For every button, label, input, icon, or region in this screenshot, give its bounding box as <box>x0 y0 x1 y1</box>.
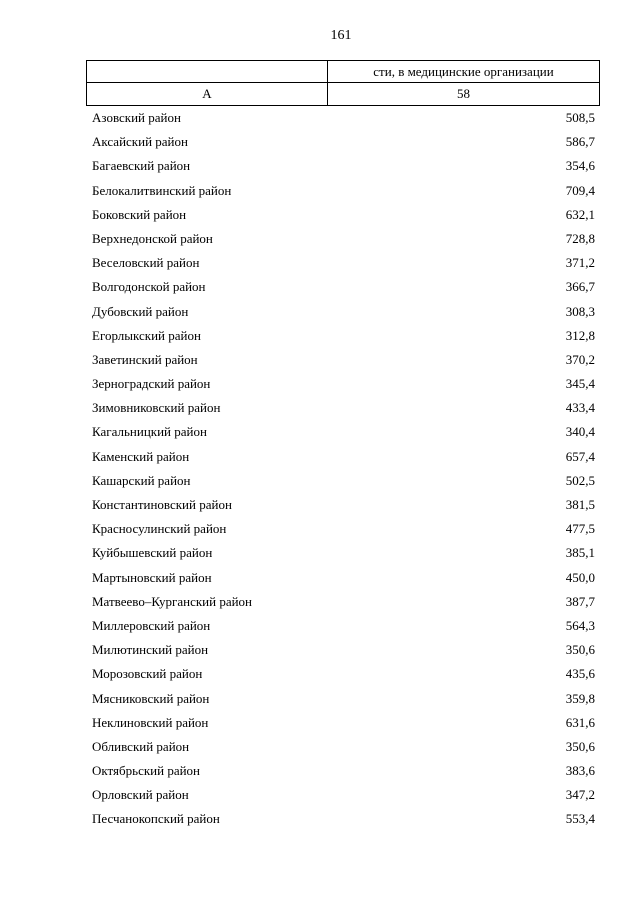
table-row <box>0 543 640 567</box>
district-value: 631,6 <box>565 714 595 730</box>
district-value: 385,1 <box>565 545 595 561</box>
district-name: Кагальницкий район <box>92 424 207 440</box>
district-value: 450,0 <box>565 569 595 585</box>
header-row-codes <box>87 83 600 106</box>
district-value: 371,2 <box>565 255 595 271</box>
district-name: Дубовский район <box>92 303 189 319</box>
table-row <box>0 689 640 713</box>
district-name: Верхнедонской район <box>92 230 213 246</box>
district-name: Зерноградский район <box>92 376 211 392</box>
district-name: Октябрьский район <box>92 763 200 779</box>
district-name: Мясниковский район <box>92 690 210 706</box>
district-value: 508,5 <box>565 110 595 125</box>
district-value: 381,5 <box>565 497 595 512</box>
district-value: 370,2 <box>565 351 595 367</box>
table-row <box>0 761 640 785</box>
district-value: 435,6 <box>565 666 595 682</box>
district-value: 657,4 <box>565 448 595 464</box>
table-row <box>0 592 640 616</box>
district-value: 350,6 <box>565 642 595 658</box>
table-row <box>0 181 640 205</box>
district-value: 586,7 <box>565 134 595 150</box>
district-name: Константиновский район <box>92 497 232 512</box>
district-value: 553,4 <box>565 811 595 827</box>
district-name: Песчанокопский район <box>92 811 220 827</box>
table-row <box>0 108 640 132</box>
table-row <box>0 398 640 422</box>
district-name: Мартыновский район <box>92 569 212 585</box>
table-row <box>0 471 640 495</box>
district-value: 312,8 <box>565 327 595 343</box>
table-row <box>0 277 640 301</box>
table-row <box>0 640 640 664</box>
district-value: 477,5 <box>565 521 595 537</box>
table-row <box>0 568 640 592</box>
table-row <box>0 374 640 398</box>
district-name: Обливский район <box>92 738 190 754</box>
district-value: 366,7 <box>565 279 595 295</box>
district-name: Веселовский район <box>92 255 200 271</box>
district-value: 354,6 <box>565 158 595 174</box>
district-value: 347,2 <box>565 787 595 803</box>
table-row <box>0 156 640 180</box>
district-name: Боковский район <box>92 206 187 222</box>
district-name: Неклиновский район <box>92 714 209 730</box>
table-row <box>0 519 640 543</box>
district-name: Миллеровский район <box>92 617 211 633</box>
district-value: 433,4 <box>565 400 595 416</box>
district-name: Зимовниковский район <box>92 400 221 416</box>
table-row <box>0 205 640 229</box>
district-value: 345,4 <box>565 376 595 392</box>
district-name: Красносулинский район <box>92 521 227 537</box>
table-row <box>0 809 640 833</box>
table-row <box>0 616 640 640</box>
table-row <box>0 664 640 688</box>
table-row <box>0 422 640 446</box>
district-value: 709,4 <box>565 182 595 198</box>
table-row <box>0 253 640 277</box>
district-name: Багаевский район <box>92 158 191 174</box>
district-value: 340,4 <box>565 424 595 440</box>
district-value: 502,5 <box>565 472 595 488</box>
table-row <box>0 713 640 737</box>
header-col2-title: сти, в медицинские организации <box>328 61 600 83</box>
district-value: 350,6 <box>565 738 595 754</box>
district-name: Заветинский район <box>92 351 198 367</box>
page-number: 161 <box>330 28 352 43</box>
header-col1-code: А <box>87 83 328 106</box>
district-name: Аксайский район <box>92 134 188 150</box>
district-value: 564,3 <box>565 617 595 633</box>
header-table <box>86 60 600 106</box>
table-row <box>0 785 640 809</box>
district-name: Матвеево–Курганский район <box>92 593 253 609</box>
table-row <box>0 302 640 326</box>
district-value: 308,3 <box>565 303 595 319</box>
district-name: Волгодонской район <box>92 279 206 295</box>
district-value: 387,7 <box>565 593 595 609</box>
district-name: Орловский район <box>92 787 189 803</box>
table-row <box>0 326 640 350</box>
district-name: Егорлыкский район <box>92 327 201 343</box>
district-value: 383,6 <box>565 763 595 779</box>
district-name: Белокалитвинский район <box>92 182 232 198</box>
district-value: 632,1 <box>565 206 595 222</box>
district-name: Кашарский район <box>92 472 191 488</box>
header-col2-code: 58 <box>328 83 600 106</box>
header-col1-title <box>87 61 328 83</box>
district-name: Морозовский район <box>92 666 203 682</box>
table-row <box>0 737 640 761</box>
table-row <box>0 132 640 156</box>
district-value: 359,8 <box>565 690 595 706</box>
district-list <box>0 108 640 834</box>
district-name: Каменский район <box>92 448 190 464</box>
district-name: Азовский район <box>92 110 181 125</box>
district-name: Куйбышевский район <box>92 545 213 561</box>
header-row-title <box>87 61 600 83</box>
table-row <box>0 495 640 519</box>
district-value: 728,8 <box>565 230 595 246</box>
table-row <box>0 350 640 374</box>
table-row <box>0 447 640 471</box>
table-row <box>0 229 640 253</box>
district-name: Милютинский район <box>92 642 209 658</box>
